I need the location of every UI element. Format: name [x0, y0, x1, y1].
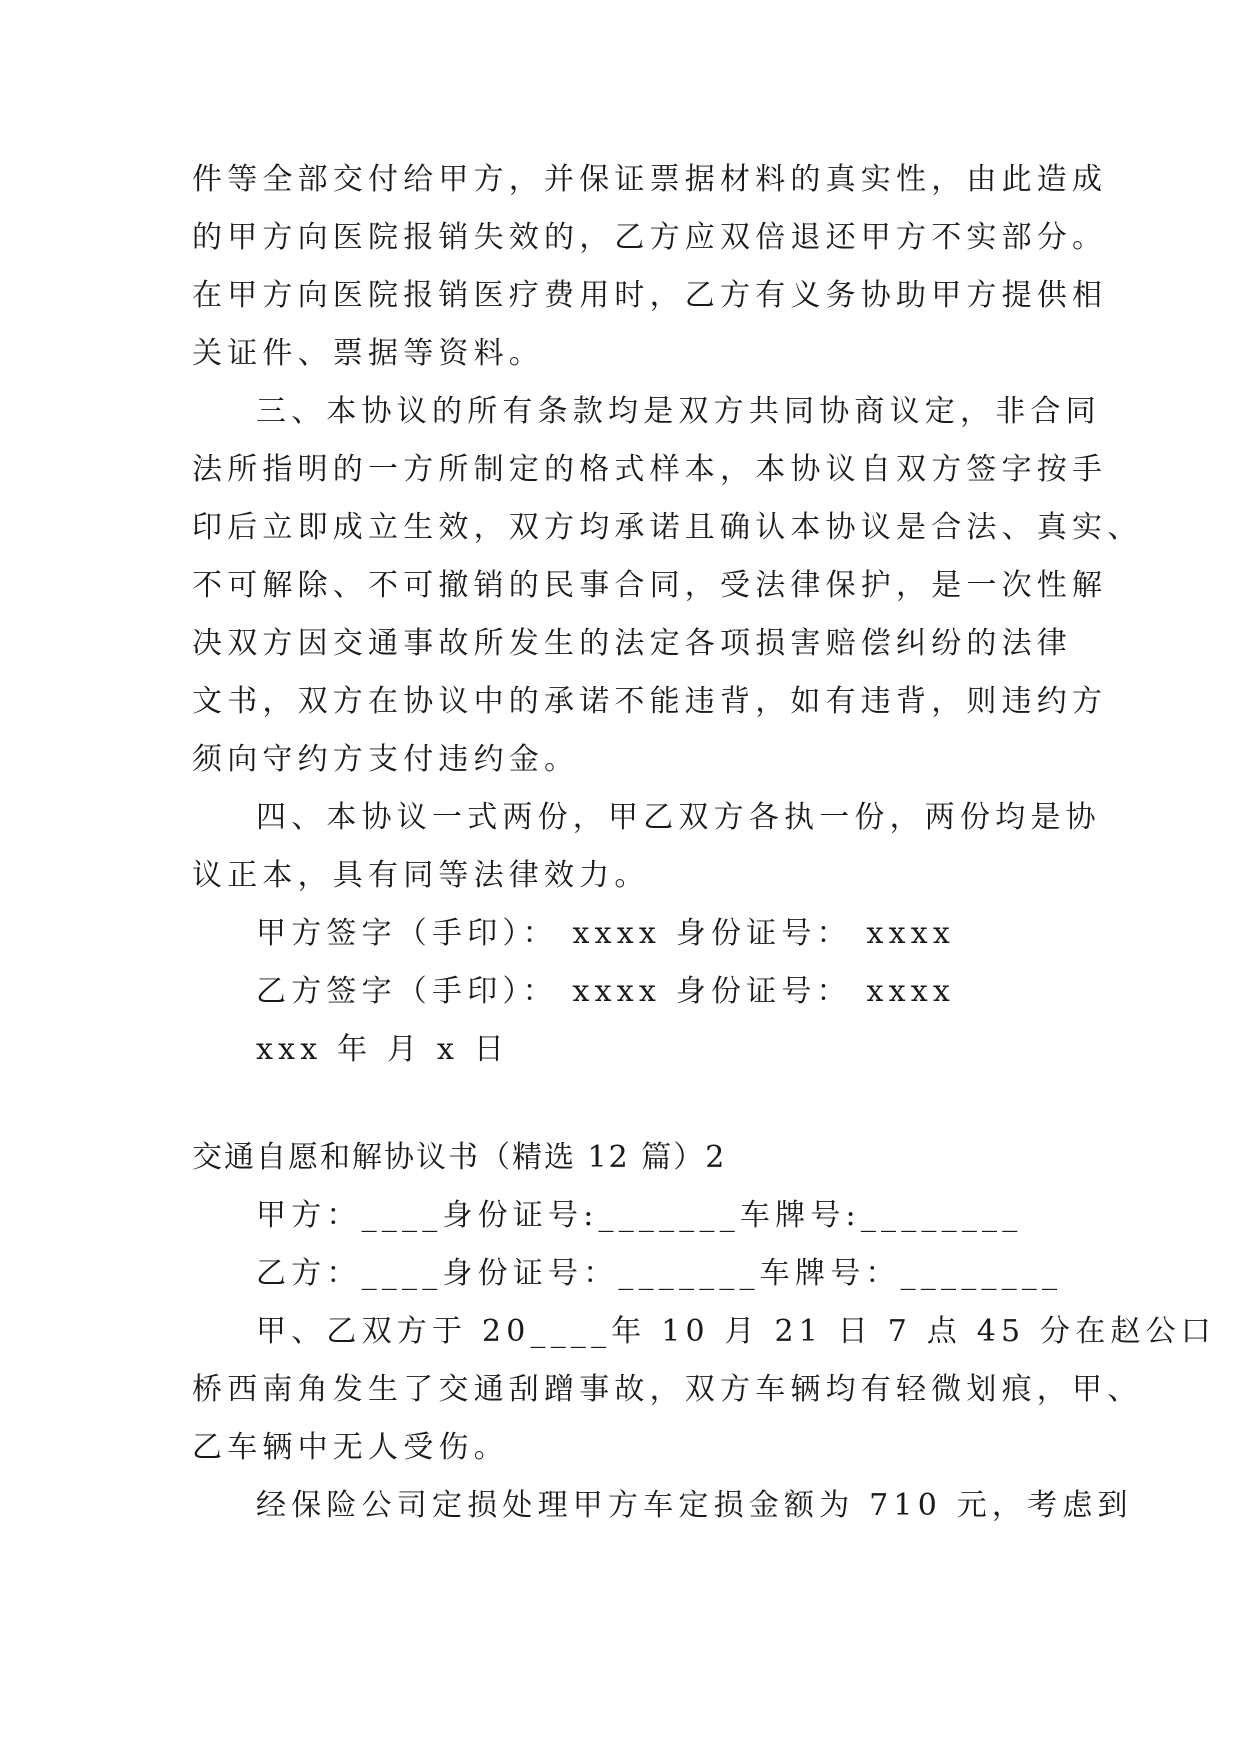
- paragraph-line: 关证件、票据等资料。: [192, 336, 544, 371]
- signature-party-a: 甲方签字（手印）： xxxx 身份证号： xxxx: [256, 916, 955, 951]
- clause-3-line: 三、本协议的所有条款均是双方共同协商议定，非合同: [256, 394, 1101, 429]
- clause-3-line: 须向守约方支付违约金。: [192, 742, 580, 777]
- incident-line: 桥西南角发生了交通刮蹭事故，双方车辆均有轻微划痕，甲、: [192, 1372, 1143, 1407]
- clause-3-line: 文书，双方在协议中的承诺不能违背，如有违背，则违约方: [192, 684, 1108, 719]
- section-title: 交通自愿和解协议书（精选 12 篇）2: [192, 1140, 727, 1175]
- paragraph-line: 件等全部交付给甲方，并保证票据材料的真实性，由此造成: [192, 162, 1108, 197]
- signature-date: xxx 年 月 x 日: [256, 1032, 510, 1067]
- clause-3-line: 决双方因交通事故所发生的法定各项损害赔偿纠纷的法律: [192, 626, 1072, 661]
- clause-4-line: 四、本协议一式两份，甲乙双方各执一份，两份均是协: [256, 800, 1101, 835]
- clause-4-line: 议正本，具有同等法律效力。: [192, 858, 650, 893]
- clause-3-line: 法所指明的一方所制定的格式样本，本协议自双方签字按手: [192, 452, 1108, 487]
- party-a-info: 甲方：____身份证号:_______车牌号:________: [256, 1198, 1023, 1233]
- assessment-line: 经保险公司定损处理甲方车定损金额为 710 元，考虑到: [256, 1488, 1133, 1523]
- clause-3-line: 不可解除、不可撤销的民事合同，受法律保护，是一次性解: [192, 568, 1108, 603]
- incident-line: 乙车辆中无人受伤。: [192, 1430, 509, 1465]
- clause-3-line: 印后立即成立生效，双方均承诺且确认本协议是合法、真实、: [192, 510, 1143, 545]
- signature-party-b: 乙方签字（手印）： xxxx 身份证号： xxxx: [256, 974, 955, 1009]
- paragraph-line: 在甲方向医院报销医疗费用时，乙方有义务协助甲方提供相: [192, 278, 1108, 313]
- incident-line: 甲、乙双方于 20____年 10 月 21 日 7 点 45 分在赵公口: [256, 1314, 1217, 1349]
- paragraph-line: 的甲方向医院报销失效的，乙方应双倍退还甲方不实部分。: [192, 220, 1108, 255]
- party-b-info: 乙方：____身份证号：_______车牌号：________: [256, 1256, 1063, 1291]
